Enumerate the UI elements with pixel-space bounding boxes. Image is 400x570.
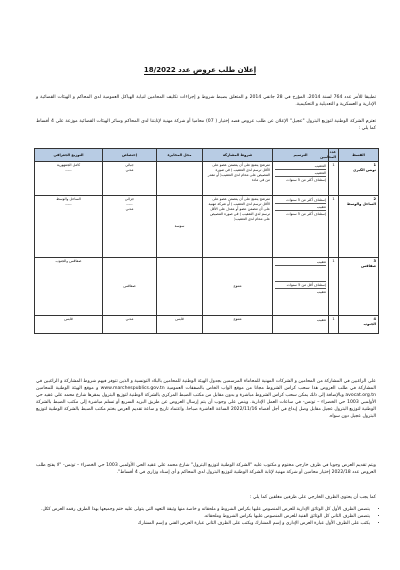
tarsim-item: إستئناف أكثر من 5 سنوات (286, 211, 326, 216)
cell-tarsim (273, 258, 329, 316)
cell-count: 1 (329, 196, 339, 258)
list-item: • يتضمن الظرف الأول كل الوثائق الإدارية للعرض المنصوص عليها بكراس الشروط و ملحقاته و خاصة منها وثيقة التعهد التي يتولى عليه ختم وجميعها بهذا الطرف رقمه العرض ككل. (40, 506, 370, 513)
page-title: إعلان طلب عروض عدد 18/2022 (143, 66, 257, 74)
cell-specialty: جبائي مدني (103, 162, 157, 196)
cell-specialty: مدني (103, 316, 157, 334)
envelopes-intro: كما يجب أن يحتوي الظرف الخارجي على ظرفين مغلقين كما يلي : (249, 495, 376, 500)
cell-lot: 3 صفاقس (339, 258, 379, 316)
list-item: • يكتب على الظرف الأول عبارة العرض الإداري و إسم المشارك ويكتب على الظرف الثاني عبارة العرض الفني و إسم المشارك (40, 520, 370, 527)
cell-specialty: صفاقس (103, 258, 157, 316)
cell-seat (157, 162, 203, 196)
tarsim-item: إستئناف أكثر من 5 سنوات (286, 177, 326, 182)
tarsim-item: تعقيب (275, 204, 326, 211)
header-count: عدد المحامين (329, 149, 339, 162)
header-seat: محل المخابرة (157, 149, 203, 162)
tarsim-item: التعقيب (275, 170, 326, 177)
cell-lot: 2 الساحل والوسط (339, 196, 379, 258)
lots-table (34, 148, 379, 334)
tarsim-item: إستئناف أقل من 5 سنوات (275, 282, 326, 289)
header-lot: القسط (339, 149, 379, 162)
cell-seat: سوسة (157, 196, 203, 258)
cell-geo: كامل الجمهورية ----- (35, 162, 103, 196)
cell-specialty: جزائي ----- مدني (103, 196, 157, 258)
cell-count: 1 (329, 316, 339, 334)
cell-geo: الساحل والوسط ----- (35, 196, 103, 258)
tarsim-item: تعقيب (275, 259, 326, 266)
cell-geo: قابس (35, 316, 103, 334)
cell-lot: 4 الجنوب (339, 316, 379, 334)
table-row (35, 196, 379, 258)
cell-tarsim (273, 196, 329, 258)
cell-count: 1 (329, 162, 339, 196)
envelope-paragraph: ويتم تقديم العرض وجوبا في ظرف خارجي مختوم و مكتوب عليه "الشركة الوطنية لتوزيع البترول" شارع محمد علي عقيد الحي الأولمبي 1003 حي الخضراء – تونس- "لا يفتح طلب العروض عدد 2022/18 إختيار محامين أو شركة مهنية لإنابة الشركة الوطنية لتوزيع البترول لدى المحاكم و أي إسناد وزاري في 4 أقساط". (36, 463, 376, 475)
cell-lot: 1 تونس الكبرى (339, 162, 379, 196)
header-tarsim: الترسيم (273, 149, 329, 162)
cell-geo: صفاقس والجنوب (35, 258, 103, 316)
tarsim-item (275, 266, 326, 282)
header-conditions: شروط المشاركة (203, 149, 273, 162)
header-geo: التوزيع الجغرافي (35, 149, 103, 162)
cell-conditions: متنوع (203, 316, 273, 334)
table-header-row (35, 149, 379, 162)
cell-seat (157, 258, 203, 316)
intro-paragraph-2: تعتزم الشركة الوطنية لتوزيع البترول "عجيل" الإعلان عن طلب عروض قصد إختيار ( 07) محاميا أو شركة مهنية لإنابتنا لدى المحاكم وسائر الهيئات القضائية موزعة على 4 أقساط كما يلي : (36, 119, 376, 131)
header-specialty: إختصاص (103, 149, 157, 162)
tarsim-item: تعقيب (316, 289, 326, 294)
cell-conditions: مترشح يتمتع على أن يتضمن عضو على الأقل ترسم لدى التعقيب ) في صورة التنصيص على محام لدى التعقيب( أو مقدر من في مادة (203, 162, 273, 196)
cell-seat: قابس (157, 316, 203, 334)
table-row (35, 316, 379, 334)
cell-tarsim (273, 162, 329, 196)
tarsim-item: إستئناف أكثر من 5 سنوات (275, 197, 326, 204)
intro-paragraph: تطبيقا للأمر عدد 764 لسنة 2014، المؤرخ في 28 جانفي 2014 و المتعلق بضبط شروط و إجراءات تكليف المحامين لنيابة الهياكل العمومية لدى المحاكم و الهيئات القضائية و الإدارية و العسكرية و التعديلية و التحكيمية. (36, 95, 376, 107)
envelope-list (40, 506, 380, 527)
tarsim-item: التعقيب (275, 163, 326, 170)
tarsim-item: تعقيب (316, 317, 326, 322)
list-item: • يتضمن الظرف الثاني كل الوثائق الفنية للعرض المنصوص عليها بكراس الشروط وملحقاته. (40, 513, 370, 520)
cell-count: 1 (329, 258, 339, 316)
cell-conditions: مترشح يتمتع على أن يتضمن عضو على الأقل ترسم لدى التعقيب ) أو شركة مهنية على أن تتضمن عضو أو معدل على الأقل ترسم لدى التعقيب ) في صورة التنصيص على محام لدى التعقيب( (203, 196, 273, 258)
cell-tarsim (273, 316, 329, 334)
table-row (35, 162, 379, 196)
table-row (35, 258, 379, 316)
participation-paragraph: على الراغبين في المشاركة من المحامين و الشركات المهنية للمحاماة المرسمين بجدول الهيئة الوطنية للمحامين بالبلاد التونسية و الذين تتوفر فيهم شروط المشاركة و الراغبين في المشاركة في طلب العروض هذا سحب كراس الشروط مجانا من موقع الواب الخاص بالصفقات العمومية www.marchespublics.gov.tn و موقع الهيئة الوطنية للمحامين avocat.org.tn وبالإضافة إلى ذلك يمكن سحب كراس الشروط مباشرة و بدون مقابل من مكتب الضبط المركزي بالشركة الوطنية لتوزيع البترول بمقرها شارع محمد علي عقيد حي الأولمبي 1003 حي الخضراء – تونس- في ساعات العمل الإدارية. وينص على وجوب أن يتم إرسال العروض عن طريق البريد السريع أو تسلم مباشرة إلى مكتب الضبط بالشركة الوطنية لتوزيع البترول عجيل مقابل وصل إيداع في أجل أقصاه 2022/11/16 الساعة العاشرة صباحا. واعتماد تاريخ و ساعة تقديم العرض بختم مكتب الضبط بالشركة الوطنية لتوزيع البترول عجيل دون سواه. (36, 379, 376, 419)
cell-conditions: متنوع (203, 258, 273, 316)
